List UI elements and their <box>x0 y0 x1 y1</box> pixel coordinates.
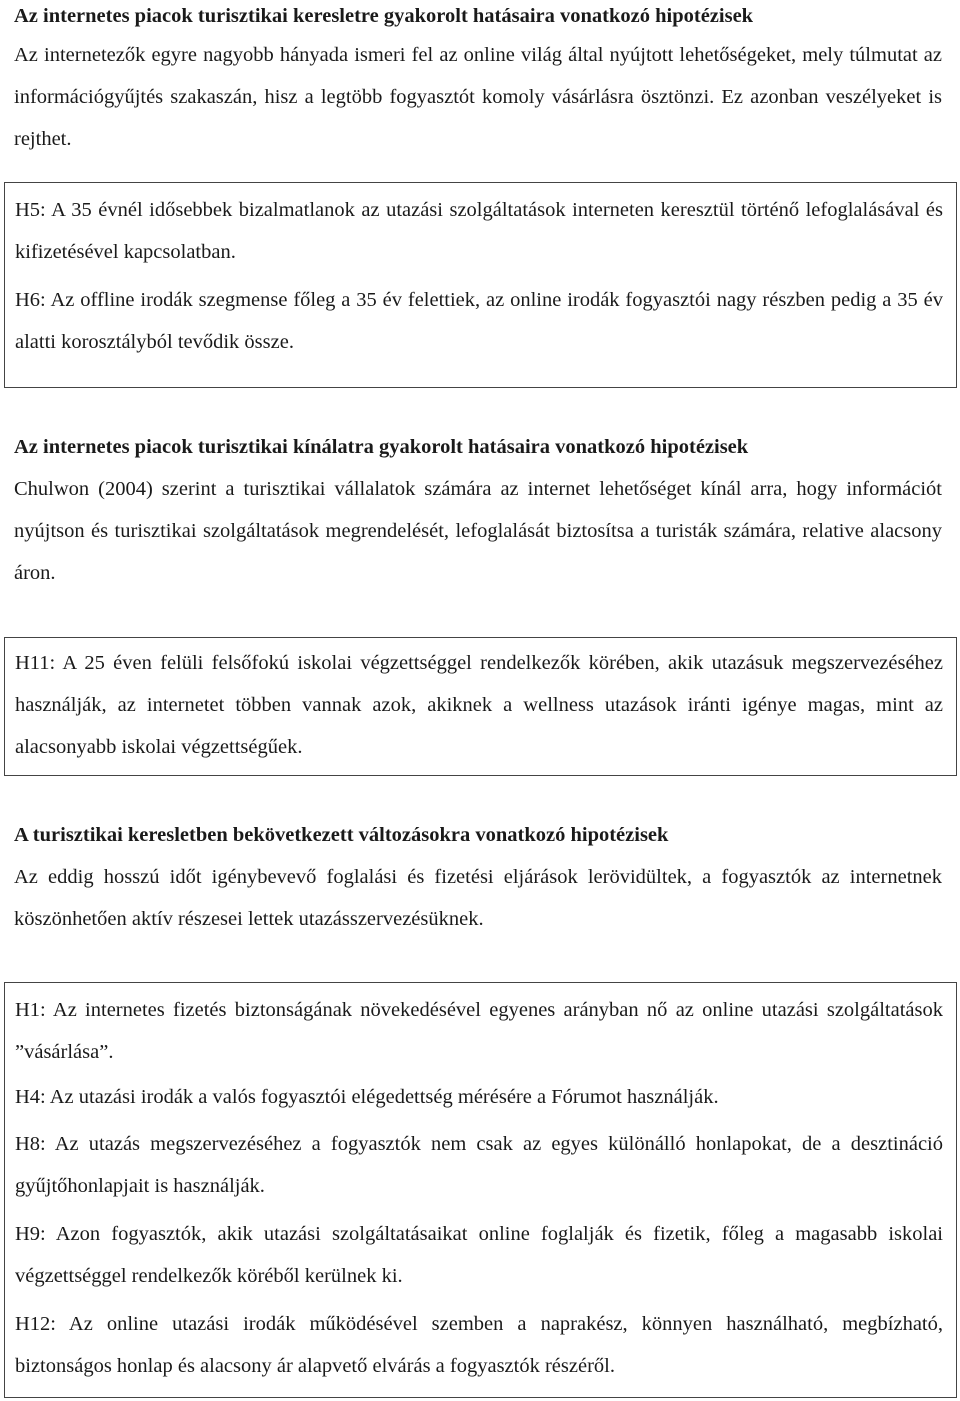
section-heading-demand: Az internetes piacok turisztikai keresletre gyakorolt hatásaira vonatkozó hipotézisek <box>14 5 754 27</box>
hypothesis-h6: H6: Az offline irodák szegmense főleg a 35 év felettiek, az online irodák fogyasztói nagy részben pedig a 35 év alatti korosztályból tevődik össze. <box>15 289 943 353</box>
hypothesis-h1: H1: Az internetes fizetés biztonságának növekedésével egyenes arányban nő az online utazási szolgáltatások ”vásárlása”. <box>15 999 943 1063</box>
hypothesis-box-supply <box>4 637 957 776</box>
hypothesis-h5: H5: A 35 évnél idősebbek bizalmatlanok az utazási szolgáltatások interneten keresztül történő lefoglalásával és kifizetésével kapcsolatban. <box>15 199 943 263</box>
section-body-change: Az eddig hosszú időt igénybevevő foglalási és fizetési eljárások lerövidültek, a fogyasztók az internetnek köszönhetően aktív részesei lettek utazásszervezésüknek. <box>14 866 942 930</box>
hypothesis-box-demand <box>4 182 957 388</box>
section-body-demand: Az internetezők egyre nagyobb hányada ismeri fel az online világ által nyújtott lehetőségeket, mely túlmutat az információgyűjtés szakaszán, hisz a legtöbb fogyasztót komoly vásárlásra ösztönzi. Ez azonban veszélyeket is rejthet. <box>14 44 942 150</box>
hypothesis-box-change <box>4 982 957 1398</box>
hypothesis-h8: H8: Az utazás megszervezéséhez a fogyasztók nem csak az egyes különálló honlapokat, de a desztináció gyűjtőhonlapjait is használják. <box>15 1133 943 1197</box>
section-heading-supply: Az internetes piacok turisztikai kínálatra gyakorolt hatásaira vonatkozó hipotézisek <box>14 436 749 458</box>
hypothesis-h12: H12: Az online utazási irodák működésével szemben a naprakész, könnyen használható, megbízható, biztonságos honlap és alacsony ár alapvető elvárás a fogyasztók részéről. <box>15 1313 943 1377</box>
hypothesis-h9: H9: Azon fogyasztók, akik utazási szolgáltatásaikat online foglalják és fizetik, főleg a magasabb iskolai végzettséggel rendelkezők köréből kerülnek ki. <box>15 1223 943 1287</box>
hypothesis-h4: H4: Az utazási irodák a valós fogyasztói elégedettség mérésére a Fórumot használják. <box>15 1086 719 1108</box>
section-body-supply: Chulwon (2004) szerint a turisztikai vállalatok számára az internet lehetőséget kínál arra, hogy információt nyújtson és turisztikai szolgáltatások megrendelését, lefoglalását biztosítsa a turisták számára, relative alacsony áron. <box>14 478 942 584</box>
hypothesis-h11: H11: A 25 éven felüli felsőfokú iskolai végzettséggel rendelkezők körében, akik utazásuk megszervezéséhez használják, az internetet többen vannak azok, akiknek a wellness utazások iránti igénye magas, mint az alacsonyabb iskolai végzettségűek. <box>15 652 943 758</box>
section-heading-change: A turisztikai keresletben bekövetkezett változásokra vonatkozó hipotézisek <box>14 824 669 846</box>
